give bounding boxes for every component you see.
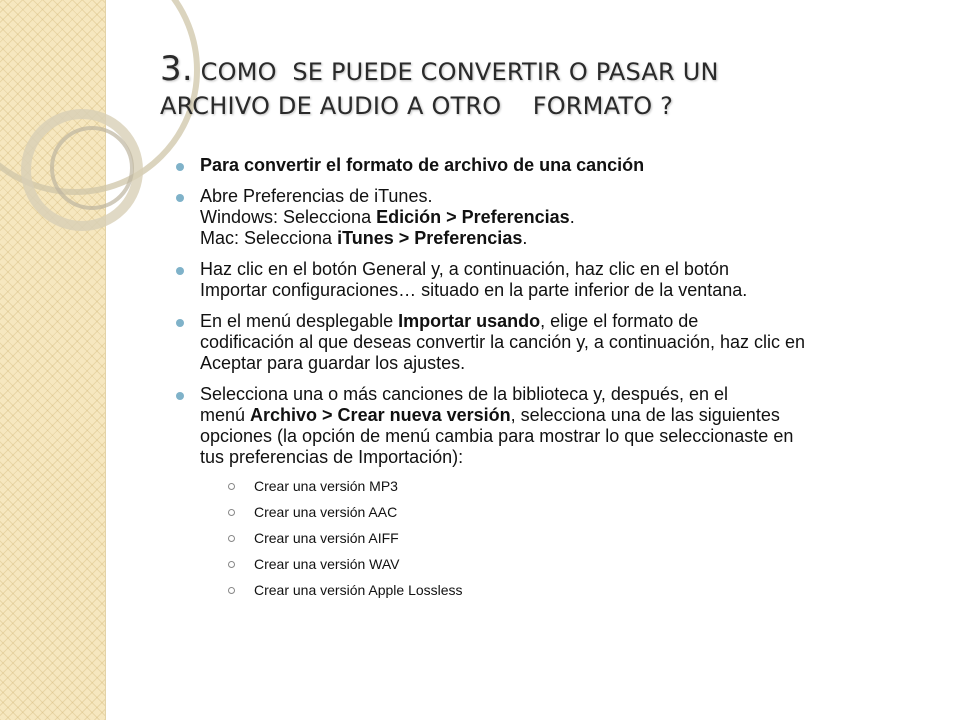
sub-bullet-item [228,582,932,599]
bullet-bold-text: Para convertir el formato de archivo de una canción [200,155,645,175]
ring-bullet-icon [228,561,235,568]
bullet-line [200,186,932,207]
bullet-text: Importar configuraciones… situado en la parte inferior de la ventana. [200,280,748,300]
bullet-line [200,405,932,426]
bullet-text: codificación al que deseas convertir la canción y, a continuación, haz clic en [200,332,806,352]
bullet-line [200,447,932,468]
bullet-text: En el menú desplegable [200,311,399,331]
bullet-item [172,384,932,468]
bullet-text: Mac: Selecciona [200,228,338,248]
deco-ring-small [52,128,132,208]
bullet-text: , selecciona una de las siguientes [510,405,780,425]
title-line-2: ARCHIVO DE AUDIO A OTRO FORMATO ? [160,92,674,120]
title-line-1 [160,49,719,89]
title-text-1: COMO SE PUEDE CONVERTIR O PASAR UN [192,58,719,86]
bullet-text: Selecciona una o más canciones de la biblioteca y, después, en el [200,384,729,404]
bullet-line [200,280,932,301]
bullet-text: opciones (la opción de menú cambia para mostrar lo que seleccionaste en [200,426,794,446]
bullet-text: Haz clic en el botón General y, a continuación, haz clic en el botón [200,259,729,279]
sub-bullet-text: Crear una versión AIFF [254,530,399,546]
ring-bullet-icon [228,483,235,490]
bullet-text: Abre Preferencias de iTunes. [200,186,433,206]
bullet-dot-icon [176,267,184,275]
bullet-bold-text: Archivo > Crear nueva versión [250,405,511,425]
bullet-dot-icon [176,392,184,400]
bullet-text: . [522,228,528,248]
sub-bullet-item [228,556,932,573]
bullet-bold-text: iTunes > Preferencias [337,228,523,248]
bullet-dot-icon [176,194,184,202]
bullet-text: tus preferencias de Importación): [200,447,464,467]
bullet-list [172,155,932,468]
bullet-line [200,207,932,228]
bullet-line [200,311,932,332]
bullet-text: , elige el formato de [540,311,699,331]
sub-bullet-text: Crear una versión WAV [254,556,400,572]
title-number: 3. [160,49,193,89]
sub-bullet-item [228,478,932,495]
sub-bullet-text: Crear una versión Apple Lossless [254,582,463,598]
ring-bullet-icon [228,509,235,516]
bullet-item [172,311,932,374]
bullet-bold-text: Edición > Preferencias [376,207,570,227]
sub-bullet-text: Crear una versión AAC [254,504,398,520]
bullet-line [200,228,932,249]
ring-bullet-icon [228,587,235,594]
sub-bullet-text: Crear una versión MP3 [254,478,398,494]
slide-content [172,155,932,608]
bullet-text: Aceptar para guardar los ajustes. [200,353,466,373]
bullet-line [200,353,932,374]
bullet-bold-text: Importar usando [398,311,541,331]
bullet-item [172,155,932,176]
ring-bullet-icon [228,535,235,542]
bullet-line [200,259,932,280]
bullet-item [172,186,932,249]
sub-bullet-item [228,530,932,547]
bullet-text: Windows: Selecciona [200,207,377,227]
bullet-dot-icon [176,319,184,327]
bullet-dot-icon [176,163,184,171]
slide-title [160,49,920,123]
bullet-line [200,384,932,405]
sub-bullet-item [228,504,932,521]
bullet-line [200,332,932,353]
bullet-line [200,426,932,447]
bullet-item [172,259,932,301]
bullet-text: . [569,207,575,227]
sub-bullet-list [228,478,932,599]
bullet-text: menú [200,405,251,425]
bullet-line [200,155,932,176]
